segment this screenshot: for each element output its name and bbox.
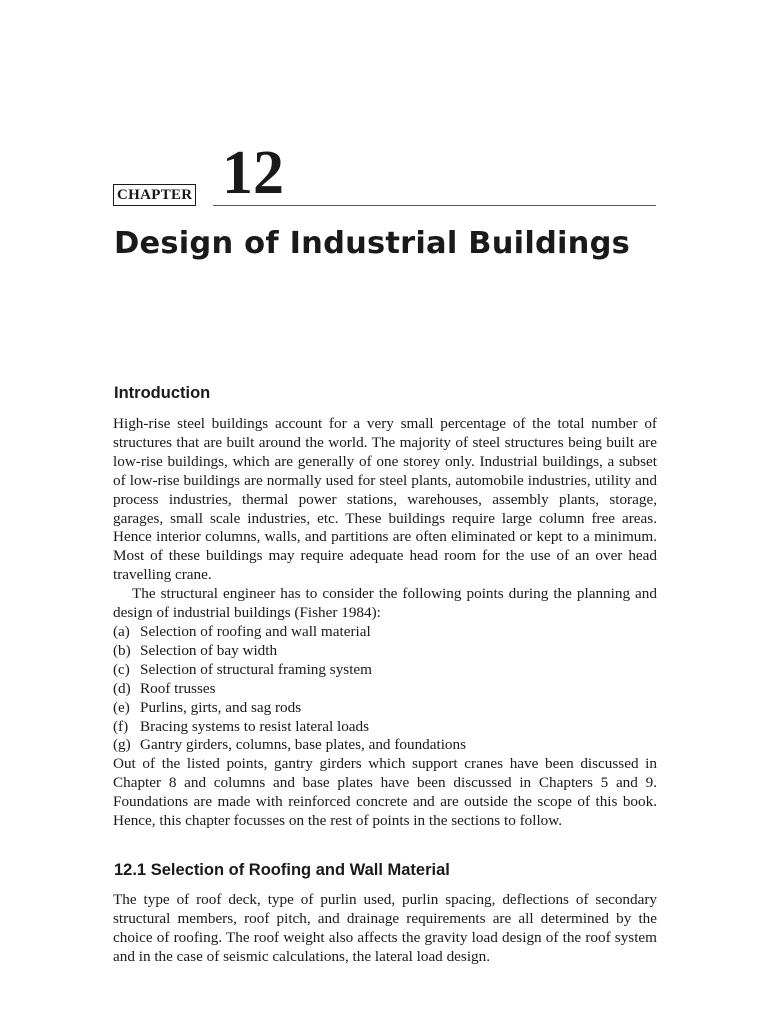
introduction-paragraph-1: High-rise steel buildings account for a very small percentage of the total number of structures that are built around the world. The majority of steel structures being built are low-rise buildings, which are generally of one storey only. Industrial buildings, a subset of low-rise buildings are normally used for steel plants, automobile industries, utility and process industries, thermal power stations, warehouses, assembly plants, storage, garages, small scale industries, etc. These buildings require large column free areas. Hence interior columns, walls, and partitions are often eliminated or kept to a minimum. Most of these buildings may require adequate head room for the use of an over head travelling crane. — [113, 415, 657, 584]
list-item — [113, 718, 657, 737]
list-marker: (g) — [113, 736, 131, 754]
list-item-text: Bracing systems to resist lateral loads — [140, 717, 370, 735]
introduction-body — [113, 415, 657, 831]
chapter-number: 12 — [222, 139, 284, 207]
list-item-text: Selection of bay width — [140, 641, 278, 659]
planning-points-list — [113, 623, 657, 755]
chapter-title: Design of Industrial Buildings — [114, 226, 630, 261]
list-item — [113, 699, 657, 718]
list-marker: (a) — [113, 622, 130, 640]
list-item-text: Selection of structural framing system — [140, 660, 372, 678]
list-item-text: Selection of roofing and wall material — [140, 622, 371, 640]
section-12-1-body — [113, 891, 657, 967]
introduction-heading: Introduction — [114, 384, 211, 402]
list-marker: (d) — [113, 679, 131, 697]
section-12-1-heading: 12.1 Selection of Roofing and Wall Material — [114, 861, 450, 879]
list-marker: (f) — [113, 717, 129, 735]
list-item — [113, 623, 657, 642]
chapter-label: CHAPTER — [113, 184, 196, 206]
list-item-text: Roof trusses — [140, 679, 216, 697]
list-marker: (b) — [113, 641, 131, 659]
introduction-paragraph-3: Out of the listed points, gantry girders which support cranes have been discussed in Chapter 8 and columns and base plates have been discussed in Chapters 5 and 9. Foundations are made with reinforced concrete and are outside the scope of this book. Hence, this chapter focusses on the rest of points in the sections to follow. — [113, 755, 657, 830]
section-12-1-paragraph-1: The type of roof deck, type of purlin used, purlin spacing, deflections of secondary structural members, roof pitch, and drainage requirements are all determined by the choice of roofing. The roof weight also affects the gravity load design of the roof system and in the case of seismic calculations, the lateral load design. — [113, 891, 657, 965]
chapter-header — [113, 139, 656, 208]
list-item — [113, 680, 657, 699]
list-item — [113, 736, 657, 755]
list-marker: (c) — [113, 660, 130, 678]
list-item-text: Purlins, girts, and sag rods — [140, 698, 302, 716]
list-item — [113, 661, 657, 680]
list-marker: (e) — [113, 698, 130, 716]
introduction-paragraph-2: The structural engineer has to consider the following points during the planning and design of industrial buildings (Fisher 1984): — [113, 585, 657, 622]
list-item-text: Gantry girders, columns, base plates, and foundations — [140, 736, 467, 754]
list-item — [113, 642, 657, 661]
